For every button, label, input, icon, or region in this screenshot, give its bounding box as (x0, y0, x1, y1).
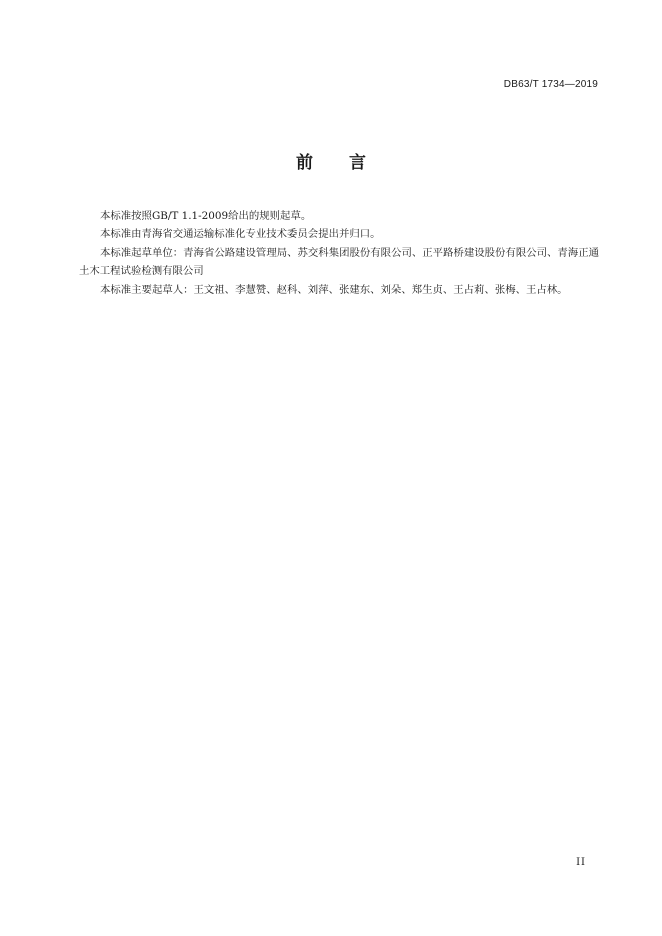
document-code: DB63/T 1734—2019 (503, 79, 598, 90)
page-number: II (576, 857, 586, 868)
paragraph-drafting-units: 本标准起草单位：青海省公路建设管理局、苏交科集团股份有限公司、正平路桥建设股份有限公司、青海正通土木工程试验检测有限公司 (79, 246, 599, 278)
section-title: 前言 (296, 153, 402, 173)
paragraph-drafting-rules: 本标准按照GB/T 1.1-2009给出的规则起草。 (100, 210, 312, 222)
paragraph-proposer: 本标准由青海省交通运输标准化专业技术委员会提出并归口。 (100, 228, 381, 241)
paragraph-drafters: 本标准主要起草人：王文祖、李慧赞、赵科、刘萍、张建东、刘朵、郑生贞、王占莉、张梅、王占林。 (100, 283, 568, 296)
foreword-body (79, 207, 599, 299)
